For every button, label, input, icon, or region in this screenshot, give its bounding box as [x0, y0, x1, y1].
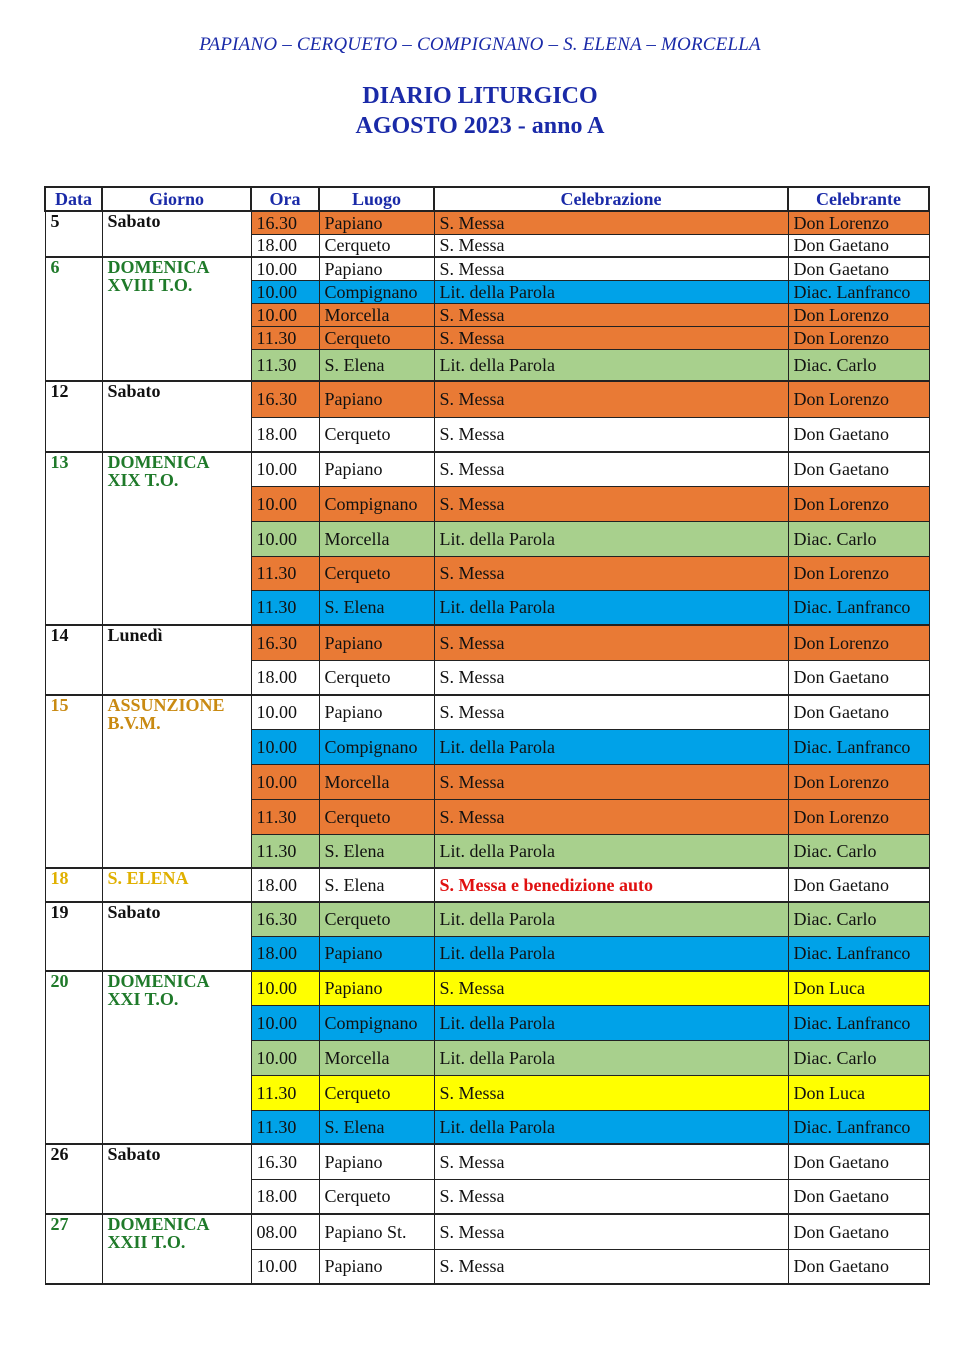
table-row — [45, 257, 929, 280]
day-label-line: S. ELENA — [107, 868, 189, 888]
celebrant-cell: Diac. Lanfranco — [788, 1005, 929, 1040]
celebrant-cell: Don Lorenzo — [788, 486, 929, 521]
place-cell: Cerqueto — [319, 234, 434, 257]
day-label-line: Sabato — [107, 1144, 161, 1164]
time-cell: 10.00 — [251, 764, 319, 799]
time-cell: 10.00 — [251, 1040, 319, 1075]
celebration-cell: S. Messa — [434, 234, 788, 257]
place-cell: Morcella — [319, 764, 434, 799]
day-label-line: Sabato — [107, 211, 161, 231]
column-header-data: Data — [45, 187, 102, 211]
celebration-cell: Lit. della Parola — [434, 1005, 788, 1040]
day-label-line: XXI T.O. — [107, 989, 179, 1009]
celebration-cell: S. Messa — [434, 211, 788, 234]
date-cell: 5 — [45, 211, 102, 257]
celebrant-cell: Don Lorenzo — [788, 556, 929, 590]
time-cell: 11.30 — [251, 799, 319, 834]
date-cell: 15 — [45, 695, 102, 868]
celebration-cell: S. Messa — [434, 326, 788, 349]
day-cell — [102, 868, 251, 902]
day-cell — [102, 695, 251, 868]
celebration-cell: Lit. della Parola — [434, 1040, 788, 1075]
place-cell: Papiano — [319, 452, 434, 486]
celebrant-cell: Don Gaetano — [788, 234, 929, 257]
schedule-table — [44, 186, 930, 1285]
table-row — [45, 211, 929, 234]
day-label-line: DOMENICA — [107, 1214, 210, 1234]
celebrant-cell: Don Luca — [788, 1075, 929, 1110]
column-header-celebrazione: Celebrazione — [434, 187, 788, 211]
celebration-cell: S. Messa — [434, 303, 788, 326]
celebrant-cell: Diac. Carlo — [788, 521, 929, 556]
time-cell: 11.30 — [251, 834, 319, 868]
day-cell — [102, 971, 251, 1144]
celebrant-cell: Don Lorenzo — [788, 799, 929, 834]
celebrant-cell: Diac. Lanfranco — [788, 1110, 929, 1144]
day-label-line: DOMENICA — [107, 257, 210, 277]
celebration-cell: S. Messa — [434, 1249, 788, 1284]
date-cell: 13 — [45, 452, 102, 625]
time-cell: 11.30 — [251, 349, 319, 381]
celebrant-cell: Don Gaetano — [788, 868, 929, 902]
place-cell: Cerqueto — [319, 556, 434, 590]
time-cell: 16.30 — [251, 381, 319, 417]
date-cell: 27 — [45, 1214, 102, 1284]
celebration-cell: Lit. della Parola — [434, 280, 788, 303]
celebration-cell: S. Messa — [434, 486, 788, 521]
place-cell: Cerqueto — [319, 902, 434, 936]
place-cell: S. Elena — [319, 1110, 434, 1144]
place-cell: Papiano — [319, 211, 434, 234]
date-cell: 6 — [45, 257, 102, 381]
place-cell: S. Elena — [319, 834, 434, 868]
column-header-luogo: Luogo — [319, 187, 434, 211]
place-cell: S. Elena — [319, 590, 434, 625]
place-cell: Cerqueto — [319, 1075, 434, 1110]
day-label-line: XVIII T.O. — [107, 275, 193, 295]
time-cell: 18.00 — [251, 936, 319, 971]
place-cell: Papiano — [319, 625, 434, 660]
time-cell: 11.30 — [251, 326, 319, 349]
celebration-cell: S. Messa — [434, 1214, 788, 1249]
place-cell: Compignano — [319, 280, 434, 303]
celebrant-cell: Don Gaetano — [788, 695, 929, 729]
table-row — [45, 381, 929, 417]
celebration-cell: S. Messa — [434, 971, 788, 1005]
time-cell: 18.00 — [251, 417, 319, 452]
celebrant-cell: Don Gaetano — [788, 1144, 929, 1179]
table-row — [45, 1214, 929, 1249]
time-cell: 11.30 — [251, 556, 319, 590]
time-cell: 16.30 — [251, 625, 319, 660]
date-cell: 14 — [45, 625, 102, 695]
time-cell: 10.00 — [251, 695, 319, 729]
celebrant-cell: Don Lorenzo — [788, 625, 929, 660]
table-row — [45, 902, 929, 936]
time-cell: 10.00 — [251, 486, 319, 521]
day-cell — [102, 257, 251, 381]
celebration-cell: S. Messa — [434, 381, 788, 417]
celebration-cell: S. Messa — [434, 660, 788, 695]
place-cell: Cerqueto — [319, 799, 434, 834]
celebration-cell: S. Messa — [434, 695, 788, 729]
time-cell: 18.00 — [251, 1179, 319, 1214]
celebrant-cell: Don Gaetano — [788, 1214, 929, 1249]
celebrant-cell: Diac. Carlo — [788, 1040, 929, 1075]
column-header-giorno: Giorno — [102, 187, 251, 211]
table-row — [45, 1144, 929, 1179]
table-row — [45, 971, 929, 1005]
celebrant-cell: Don Lorenzo — [788, 764, 929, 799]
day-cell — [102, 381, 251, 452]
place-cell: S. Elena — [319, 349, 434, 381]
table-row — [45, 868, 929, 902]
celebrant-cell: Don Lorenzo — [788, 381, 929, 417]
date-cell: 12 — [45, 381, 102, 452]
date-cell: 18 — [45, 868, 102, 902]
time-cell: 10.00 — [251, 452, 319, 486]
place-cell: Papiano St. — [319, 1214, 434, 1249]
celebration-cell: Lit. della Parola — [434, 521, 788, 556]
time-cell: 10.00 — [251, 257, 319, 280]
day-cell — [102, 452, 251, 625]
celebrant-cell: Don Luca — [788, 971, 929, 1005]
place-cell: Cerqueto — [319, 417, 434, 452]
time-cell: 08.00 — [251, 1214, 319, 1249]
day-cell — [102, 1214, 251, 1284]
celebrant-cell: Don Gaetano — [788, 257, 929, 280]
place-cell: Morcella — [319, 1040, 434, 1075]
celebrant-cell: Diac. Carlo — [788, 349, 929, 381]
celebration-cell: S. Messa — [434, 1075, 788, 1110]
place-cell: Papiano — [319, 257, 434, 280]
celebration-cell: Lit. della Parola — [434, 902, 788, 936]
celebrant-cell: Diac. Lanfranco — [788, 729, 929, 764]
celebration-cell: S. Messa — [434, 764, 788, 799]
celebrant-cell: Don Lorenzo — [788, 211, 929, 234]
celebration-cell: S. Messa — [434, 1179, 788, 1214]
time-cell: 16.30 — [251, 902, 319, 936]
day-cell — [102, 902, 251, 971]
celebration-cell: Lit. della Parola — [434, 349, 788, 381]
place-cell: Cerqueto — [319, 1179, 434, 1214]
page-subtitle: AGOSTO 2023 - anno A — [355, 113, 605, 139]
time-cell: 18.00 — [251, 234, 319, 257]
celebrant-cell: Diac. Lanfranco — [788, 590, 929, 625]
place-cell: Papiano — [319, 381, 434, 417]
place-cell: Papiano — [319, 936, 434, 971]
day-cell — [102, 1144, 251, 1214]
celebrant-cell: Don Gaetano — [788, 452, 929, 486]
time-cell: 10.00 — [251, 1005, 319, 1040]
time-cell: 10.00 — [251, 729, 319, 764]
celebration-cell: Lit. della Parola — [434, 936, 788, 971]
date-cell: 20 — [45, 971, 102, 1144]
place-cell: Papiano — [319, 971, 434, 1005]
place-cell: Cerqueto — [319, 660, 434, 695]
table-row — [45, 452, 929, 486]
celebrant-cell: Don Lorenzo — [788, 326, 929, 349]
celebration-cell: S. Messa — [434, 452, 788, 486]
place-cell: Morcella — [319, 521, 434, 556]
celebration-cell: S. Messa — [434, 556, 788, 590]
column-header-ora: Ora — [251, 187, 319, 211]
day-label-line: B.V.M. — [107, 713, 161, 733]
time-cell: 16.30 — [251, 1144, 319, 1179]
place-cell: Morcella — [319, 303, 434, 326]
celebrant-cell: Don Gaetano — [788, 1249, 929, 1284]
day-cell — [102, 211, 251, 257]
place-cell: Compignano — [319, 486, 434, 521]
day-label-line: XIX T.O. — [107, 470, 179, 490]
table-row — [45, 695, 929, 729]
day-label-line: Sabato — [107, 902, 161, 922]
celebration-cell: S. Messa — [434, 1144, 788, 1179]
day-label-line: XXII T.O. — [107, 1232, 186, 1252]
celebration-cell: Lit. della Parola — [434, 590, 788, 625]
place-cell: Papiano — [319, 1144, 434, 1179]
schedule-body — [45, 211, 929, 1284]
place-cell: Cerqueto — [319, 326, 434, 349]
place-cell: Papiano — [319, 695, 434, 729]
celebrant-cell: Diac. Lanfranco — [788, 280, 929, 303]
time-cell: 10.00 — [251, 1249, 319, 1284]
place-cell: Compignano — [319, 729, 434, 764]
date-cell: 19 — [45, 902, 102, 971]
time-cell: 10.00 — [251, 971, 319, 1005]
place-cell: Papiano — [319, 1249, 434, 1284]
celebrant-cell: Diac. Carlo — [788, 902, 929, 936]
table-row — [45, 625, 929, 660]
parishes-header: PAPIANO – CERQUETO – COMPIGNANO – S. ELENA – MORCELLA — [199, 34, 761, 55]
celebrant-cell: Don Gaetano — [788, 660, 929, 695]
time-cell: 10.00 — [251, 521, 319, 556]
day-label-line: DOMENICA — [107, 452, 210, 472]
time-cell: 18.00 — [251, 868, 319, 902]
celebration-cell: Lit. della Parola — [434, 1110, 788, 1144]
celebrant-cell: Don Gaetano — [788, 417, 929, 452]
celebrant-cell: Don Gaetano — [788, 1179, 929, 1214]
celebration-cell: S. Messa e benedizione auto — [434, 868, 788, 902]
table-header-row — [45, 187, 929, 211]
day-label-line: Sabato — [107, 381, 161, 401]
time-cell: 16.30 — [251, 211, 319, 234]
day-cell — [102, 625, 251, 695]
time-cell: 11.30 — [251, 590, 319, 625]
time-cell: 10.00 — [251, 280, 319, 303]
day-label-line: Lunedì — [107, 625, 163, 645]
time-cell: 11.30 — [251, 1075, 319, 1110]
day-label-line: ASSUNZIONE — [107, 695, 225, 715]
celebration-cell: S. Messa — [434, 799, 788, 834]
celebration-cell: Lit. della Parola — [434, 834, 788, 868]
celebration-cell: S. Messa — [434, 257, 788, 280]
time-cell: 11.30 — [251, 1110, 319, 1144]
page-title: DIARIO LITURGICO — [362, 83, 598, 109]
celebrant-cell: Diac. Lanfranco — [788, 936, 929, 971]
date-cell: 26 — [45, 1144, 102, 1214]
celebrant-cell: Diac. Carlo — [788, 834, 929, 868]
celebration-cell: S. Messa — [434, 417, 788, 452]
celebrant-cell: Don Lorenzo — [788, 303, 929, 326]
celebration-cell: Lit. della Parola — [434, 729, 788, 764]
place-cell: S. Elena — [319, 868, 434, 902]
column-header-celebrante: Celebrante — [788, 187, 929, 211]
place-cell: Compignano — [319, 1005, 434, 1040]
time-cell: 10.00 — [251, 303, 319, 326]
day-label-line: DOMENICA — [107, 971, 210, 991]
celebration-cell: S. Messa — [434, 625, 788, 660]
time-cell: 18.00 — [251, 660, 319, 695]
